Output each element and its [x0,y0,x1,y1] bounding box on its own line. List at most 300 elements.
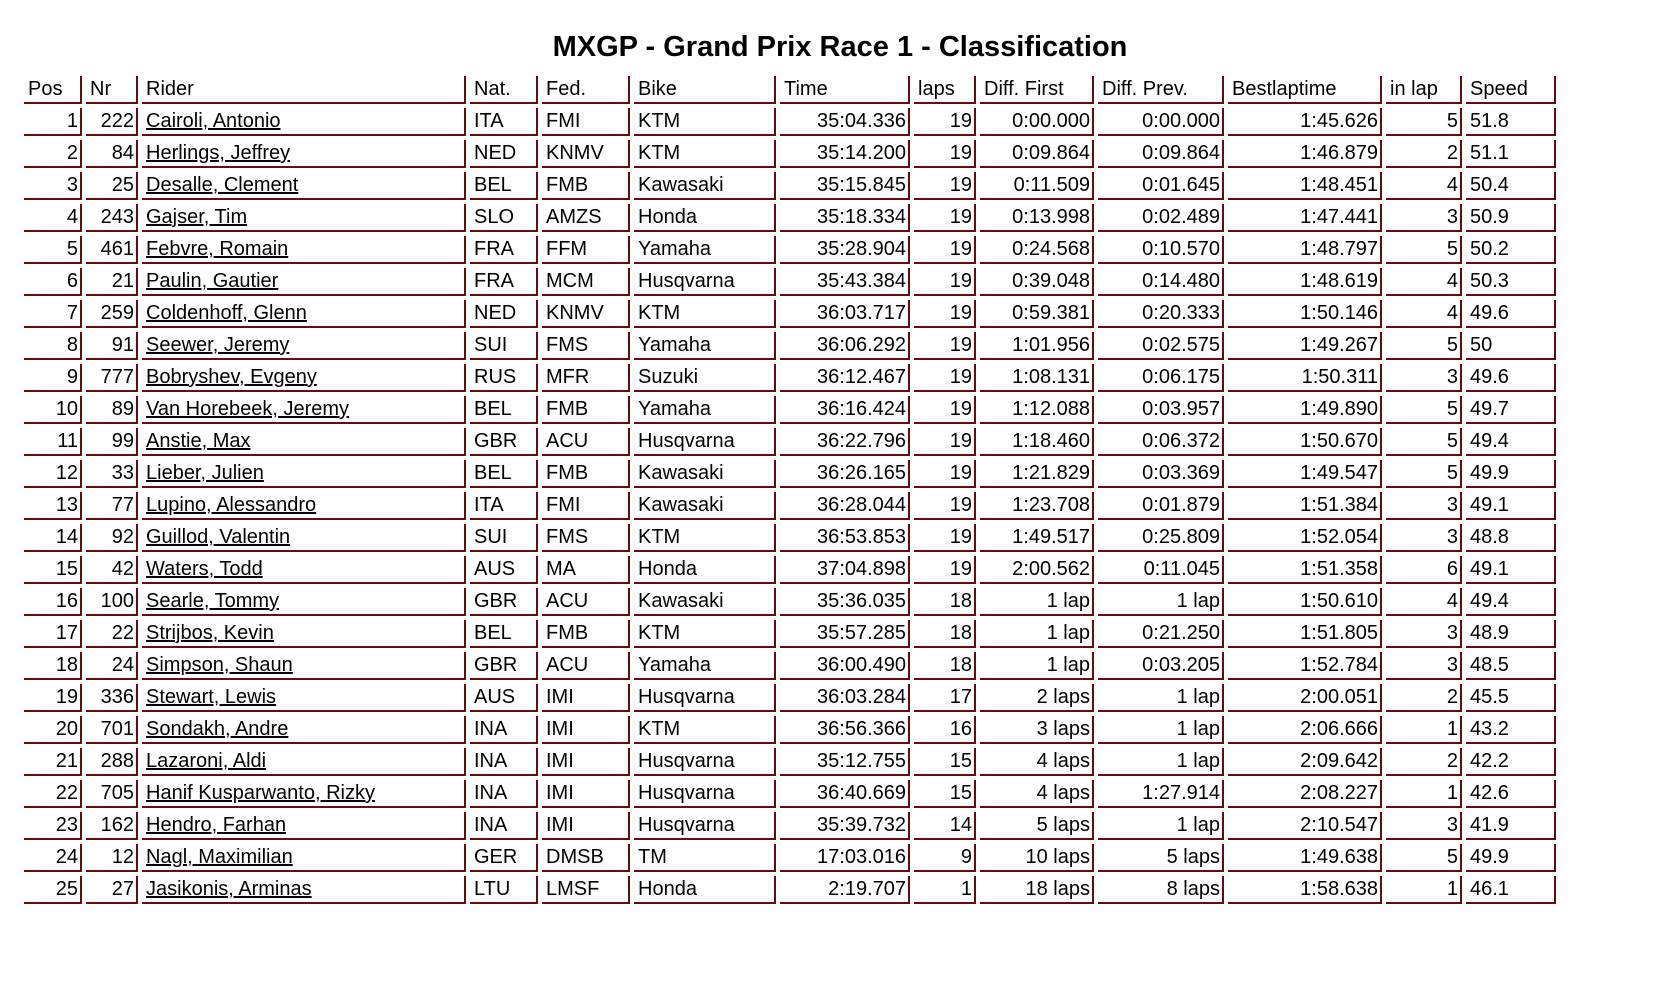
cell-time: 35:28.904 [780,236,910,264]
cell-diff-first: 0:00.000 [980,108,1094,136]
table-row [24,396,1556,424]
cell-time: 36:53.853 [780,524,910,552]
cell-nat: BEL [470,620,538,648]
cell-speed: 49.9 [1466,460,1556,488]
cell-rider [142,364,466,392]
cell-nr: 99 [86,428,138,456]
cell-rider [142,716,466,744]
cell-laps: 15 [914,780,976,808]
cell-time: 36:28.044 [780,492,910,520]
cell-nat: FRA [470,236,538,264]
cell-in-lap: 3 [1386,364,1462,392]
cell-nr: 27 [86,876,138,904]
cell-diff-prev: 0:14.480 [1098,268,1224,296]
cell-fed: MA [542,556,630,584]
cell-bike: Yamaha [634,332,776,360]
cell-in-lap: 3 [1386,812,1462,840]
cell-nr: 259 [86,300,138,328]
cell-speed: 50.4 [1466,172,1556,200]
cell-nat: NED [470,300,538,328]
cell-in-lap: 4 [1386,268,1462,296]
cell-diff-prev: 0:00.000 [1098,108,1224,136]
rider-link[interactable]: Febvre, Romain [146,238,289,260]
cell-in-lap: 3 [1386,524,1462,552]
cell-time: 35:57.285 [780,620,910,648]
cell-time: 35:36.035 [780,588,910,616]
cell-diff-prev: 1 lap [1098,716,1224,744]
cell-pos: 21 [24,748,82,776]
cell-diff-first: 4 laps [980,748,1094,776]
cell-nat: GBR [470,652,538,680]
cell-bestlaptime: 1:45.626 [1228,108,1382,136]
cell-laps: 19 [914,364,976,392]
rider-link[interactable]: Waters, Todd [146,558,263,580]
cell-rider [142,460,466,488]
cell-laps: 19 [914,236,976,264]
cell-laps: 19 [914,396,976,424]
cell-bestlaptime: 1:49.547 [1228,460,1382,488]
cell-laps: 17 [914,684,976,712]
cell-speed: 51.1 [1466,140,1556,168]
table-row [24,716,1556,744]
rider-link[interactable]: Jasikonis, Arminas [146,878,312,900]
table-row [24,268,1556,296]
cell-laps: 19 [914,524,976,552]
cell-speed: 49.4 [1466,428,1556,456]
cell-bike: Husqvarna [634,684,776,712]
cell-fed: LMSF [542,876,630,904]
cell-bike: Honda [634,876,776,904]
cell-in-lap: 2 [1386,748,1462,776]
rider-link[interactable]: Sondakh, Andre [146,718,289,740]
cell-bestlaptime: 1:46.879 [1228,140,1382,168]
cell-time: 35:14.200 [780,140,910,168]
column-header-speed: Speed [1466,76,1556,104]
table-row [24,140,1556,168]
cell-nr: 33 [86,460,138,488]
cell-diff-first: 0:09.864 [980,140,1094,168]
cell-diff-first: 2 laps [980,684,1094,712]
cell-diff-first: 1:18.460 [980,428,1094,456]
cell-rider [142,172,466,200]
cell-fed: ACU [542,428,630,456]
cell-fed: IMI [542,748,630,776]
rider-link[interactable]: Bobryshev, Evgeny [146,366,317,388]
cell-diff-prev: 0:01.645 [1098,172,1224,200]
cell-nr: 25 [86,172,138,200]
cell-rider [142,204,466,232]
cell-laps: 19 [914,172,976,200]
cell-nat: NED [470,140,538,168]
cell-diff-prev: 5 laps [1098,844,1224,872]
cell-speed: 49.6 [1466,300,1556,328]
cell-laps: 19 [914,108,976,136]
rider-link[interactable]: Lieber, Julien [146,462,264,484]
cell-fed: MCM [542,268,630,296]
rider-link[interactable]: Van Horebeek, Jeremy [146,398,350,420]
cell-diff-first: 5 laps [980,812,1094,840]
cell-bike: Suzuki [634,364,776,392]
cell-diff-first: 0:24.568 [980,236,1094,264]
cell-pos: 24 [24,844,82,872]
cell-bestlaptime: 1:52.054 [1228,524,1382,552]
cell-fed: ACU [542,652,630,680]
cell-diff-first: 1:01.956 [980,332,1094,360]
cell-bike: Kawasaki [634,172,776,200]
cell-in-lap: 6 [1386,556,1462,584]
rider-link[interactable]: Strijbos, Kevin [146,622,274,644]
cell-laps: 19 [914,428,976,456]
cell-pos: 9 [24,364,82,392]
cell-fed: KNMV [542,140,630,168]
cell-in-lap: 4 [1386,300,1462,328]
cell-diff-first: 2:00.562 [980,556,1094,584]
cell-nr: 92 [86,524,138,552]
cell-rider [142,812,466,840]
table-row [24,524,1556,552]
table-row [24,300,1556,328]
cell-bike: KTM [634,524,776,552]
cell-nat: SLO [470,204,538,232]
cell-diff-prev: 1 lap [1098,748,1224,776]
cell-speed: 49.7 [1466,396,1556,424]
cell-in-lap: 3 [1386,652,1462,680]
cell-diff-prev: 0:03.369 [1098,460,1224,488]
cell-pos: 4 [24,204,82,232]
cell-nat: SUI [470,332,538,360]
cell-speed: 50.2 [1466,236,1556,264]
cell-rider [142,684,466,712]
cell-pos: 8 [24,332,82,360]
cell-laps: 19 [914,204,976,232]
cell-in-lap: 1 [1386,780,1462,808]
table-row [24,172,1556,200]
cell-pos: 12 [24,460,82,488]
cell-bestlaptime: 2:06.666 [1228,716,1382,744]
table-row [24,332,1556,360]
cell-nr: 705 [86,780,138,808]
rider-link[interactable]: Herlings, Jeffrey [146,142,291,164]
cell-nr: 336 [86,684,138,712]
table-row [24,844,1556,872]
cell-pos: 19 [24,684,82,712]
table-row [24,108,1556,136]
rider-link[interactable]: Hendro, Farhan [146,814,287,836]
cell-laps: 18 [914,652,976,680]
cell-pos: 16 [24,588,82,616]
cell-rider [142,844,466,872]
cell-bike: Kawasaki [634,588,776,616]
cell-nat: GBR [470,588,538,616]
cell-pos: 20 [24,716,82,744]
cell-time: 17:03.016 [780,844,910,872]
cell-pos: 15 [24,556,82,584]
cell-speed: 49.6 [1466,364,1556,392]
cell-laps: 19 [914,556,976,584]
column-header-diff-prev: Diff. Prev. [1098,76,1224,104]
cell-pos: 14 [24,524,82,552]
cell-fed: IMI [542,780,630,808]
cell-speed: 50 [1466,332,1556,360]
cell-fed: IMI [542,812,630,840]
rider-link[interactable]: Anstie, Max [146,430,251,452]
cell-rider [142,236,466,264]
cell-speed: 46.1 [1466,876,1556,904]
cell-nat: INA [470,716,538,744]
cell-nat: GER [470,844,538,872]
cell-nr: 24 [86,652,138,680]
cell-diff-prev: 0:01.879 [1098,492,1224,520]
cell-speed: 49.1 [1466,492,1556,520]
cell-bike: Husqvarna [634,268,776,296]
cell-nr: 701 [86,716,138,744]
cell-nr: 222 [86,108,138,136]
cell-speed: 48.9 [1466,620,1556,648]
cell-pos: 7 [24,300,82,328]
cell-fed: FMB [542,172,630,200]
cell-laps: 19 [914,268,976,296]
cell-fed: KNMV [542,300,630,328]
cell-diff-prev: 0:20.333 [1098,300,1224,328]
cell-time: 36:03.717 [780,300,910,328]
cell-bestlaptime: 1:49.890 [1228,396,1382,424]
cell-rider [142,588,466,616]
cell-nat: INA [470,812,538,840]
cell-bestlaptime: 1:52.784 [1228,652,1382,680]
cell-pos: 3 [24,172,82,200]
classification-table [20,72,1560,908]
rider-link[interactable]: Simpson, Shaun [146,654,293,676]
table-row [24,204,1556,232]
cell-time: 36:06.292 [780,332,910,360]
cell-nr: 243 [86,204,138,232]
cell-diff-prev: 0:03.957 [1098,396,1224,424]
cell-time: 35:43.384 [780,268,910,296]
cell-diff-prev: 0:10.570 [1098,236,1224,264]
cell-laps: 19 [914,332,976,360]
cell-diff-prev: 0:06.175 [1098,364,1224,392]
cell-diff-first: 1 lap [980,652,1094,680]
cell-bestlaptime: 1:51.384 [1228,492,1382,520]
cell-pos: 22 [24,780,82,808]
cell-bestlaptime: 1:51.358 [1228,556,1382,584]
cell-nat: ITA [470,108,538,136]
column-header-diff-first: Diff. First [980,76,1094,104]
cell-rider [142,268,466,296]
cell-rider [142,332,466,360]
cell-time: 35:39.732 [780,812,910,840]
cell-pos: 23 [24,812,82,840]
cell-bike: Kawasaki [634,492,776,520]
cell-nr: 12 [86,844,138,872]
cell-diff-prev: 0:21.250 [1098,620,1224,648]
cell-bestlaptime: 1:50.610 [1228,588,1382,616]
cell-laps: 14 [914,812,976,840]
page-title: MXGP - Grand Prix Race 1 - Classification [552,31,1128,63]
cell-diff-prev: 1:27.914 [1098,780,1224,808]
cell-speed: 51.8 [1466,108,1556,136]
cell-diff-prev: 0:06.372 [1098,428,1224,456]
cell-fed: DMSB [542,844,630,872]
cell-rider [142,396,466,424]
cell-fed: FMI [542,492,630,520]
cell-diff-prev: 1 lap [1098,588,1224,616]
table-row [24,556,1556,584]
table-row [24,748,1556,776]
rider-link[interactable]: Cairoli, Antonio [146,110,281,132]
rider-link[interactable]: Desalle, Clement [146,174,299,196]
cell-diff-prev: 0:02.575 [1098,332,1224,360]
table-row [24,684,1556,712]
column-header-nr: Nr [86,76,138,104]
cell-laps: 15 [914,748,976,776]
rider-link[interactable]: Gajser, Tim [146,206,248,228]
cell-nat: FRA [470,268,538,296]
cell-time: 36:56.366 [780,716,910,744]
cell-in-lap: 3 [1386,204,1462,232]
cell-time: 36:12.467 [780,364,910,392]
cell-time: 35:12.755 [780,748,910,776]
cell-bike: TM [634,844,776,872]
cell-rider [142,492,466,520]
cell-pos: 6 [24,268,82,296]
rider-link[interactable]: Paulin, Gautier [146,270,279,292]
cell-time: 36:00.490 [780,652,910,680]
rider-link[interactable]: Coldenhoff, Glenn [146,302,307,324]
cell-pos: 10 [24,396,82,424]
cell-diff-prev: 1 lap [1098,684,1224,712]
rider-link[interactable]: Nagl, Maximilian [146,846,293,868]
cell-fed: MFR [542,364,630,392]
cell-bestlaptime: 1:49.638 [1228,844,1382,872]
table-row [24,428,1556,456]
cell-diff-first: 0:59.381 [980,300,1094,328]
cell-nr: 100 [86,588,138,616]
cell-time: 37:04.898 [780,556,910,584]
cell-bike: KTM [634,140,776,168]
cell-pos: 13 [24,492,82,520]
cell-diff-prev: 0:09.864 [1098,140,1224,168]
cell-speed: 49.4 [1466,588,1556,616]
cell-fed: FMI [542,108,630,136]
cell-fed: IMI [542,684,630,712]
cell-pos: 5 [24,236,82,264]
cell-speed: 48.5 [1466,652,1556,680]
cell-nat: LTU [470,876,538,904]
cell-bestlaptime: 2:10.547 [1228,812,1382,840]
cell-bestlaptime: 1:50.146 [1228,300,1382,328]
cell-diff-first: 0:39.048 [980,268,1094,296]
cell-diff-first: 0:11.509 [980,172,1094,200]
cell-diff-first: 18 laps [980,876,1094,904]
cell-diff-prev: 8 laps [1098,876,1224,904]
column-header-laps: laps [914,76,976,104]
rider-link[interactable]: Stewart, Lewis [146,686,277,708]
cell-bike: KTM [634,620,776,648]
table-row [24,780,1556,808]
cell-time: 36:16.424 [780,396,910,424]
cell-pos: 17 [24,620,82,648]
cell-bestlaptime: 1:50.311 [1228,364,1382,392]
cell-fed: FMS [542,332,630,360]
column-header-pos: Pos [24,76,82,104]
cell-laps: 9 [914,844,976,872]
cell-diff-first: 1:23.708 [980,492,1094,520]
table-body [24,108,1556,904]
table-row [24,876,1556,904]
column-header-bestlaptime: Bestlaptime [1228,76,1382,104]
table-row [24,460,1556,488]
cell-diff-first: 1 lap [980,620,1094,648]
column-header-rider: Rider [142,76,466,104]
cell-laps: 19 [914,492,976,520]
cell-fed: FFM [542,236,630,264]
cell-fed: AMZS [542,204,630,232]
cell-diff-prev: 0:11.045 [1098,556,1224,584]
cell-pos: 18 [24,652,82,680]
cell-bestlaptime: 1:48.451 [1228,172,1382,200]
rider-link[interactable]: Searle, Tommy [146,590,280,612]
cell-nr: 777 [86,364,138,392]
cell-nat: ITA [470,492,538,520]
cell-bike: KTM [634,716,776,744]
cell-nr: 42 [86,556,138,584]
column-header-in-lap: in lap [1386,76,1462,104]
cell-in-lap: 2 [1386,684,1462,712]
cell-bestlaptime: 1:50.670 [1228,428,1382,456]
column-header-fed: Fed. [542,76,630,104]
cell-diff-first: 4 laps [980,780,1094,808]
cell-bestlaptime: 2:09.642 [1228,748,1382,776]
cell-bestlaptime: 2:08.227 [1228,780,1382,808]
column-header-bike: Bike [634,76,776,104]
cell-rider [142,652,466,680]
cell-rider [142,300,466,328]
rider-link[interactable]: Guillod, Valentin [146,526,291,548]
rider-link[interactable]: Hanif Kusparwanto, Rizky [146,782,375,804]
rider-link[interactable]: Lupino, Alessandro [146,494,317,516]
cell-bike: Husqvarna [634,428,776,456]
rider-link[interactable]: Seewer, Jeremy [146,334,290,356]
cell-time: 36:03.284 [780,684,910,712]
cell-rider [142,876,466,904]
cell-fed: FMB [542,620,630,648]
rider-link[interactable]: Lazaroni, Aldi [146,750,267,772]
cell-in-lap: 1 [1386,876,1462,904]
cell-diff-first: 1:21.829 [980,460,1094,488]
cell-rider [142,620,466,648]
cell-nat: AUS [470,684,538,712]
cell-laps: 18 [914,588,976,616]
cell-nr: 461 [86,236,138,264]
table-row [24,588,1556,616]
cell-laps: 16 [914,716,976,744]
column-header-nat: Nat. [470,76,538,104]
cell-in-lap: 5 [1386,396,1462,424]
cell-in-lap: 1 [1386,716,1462,744]
cell-rider [142,524,466,552]
cell-diff-first: 1 lap [980,588,1094,616]
cell-bestlaptime: 1:47.441 [1228,204,1382,232]
cell-nr: 84 [86,140,138,168]
cell-bestlaptime: 1:48.619 [1228,268,1382,296]
cell-bike: Yamaha [634,652,776,680]
cell-nat: INA [470,780,538,808]
cell-pos: 1 [24,108,82,136]
table-row [24,236,1556,264]
cell-time: 2:19.707 [780,876,910,904]
cell-fed: IMI [542,716,630,744]
